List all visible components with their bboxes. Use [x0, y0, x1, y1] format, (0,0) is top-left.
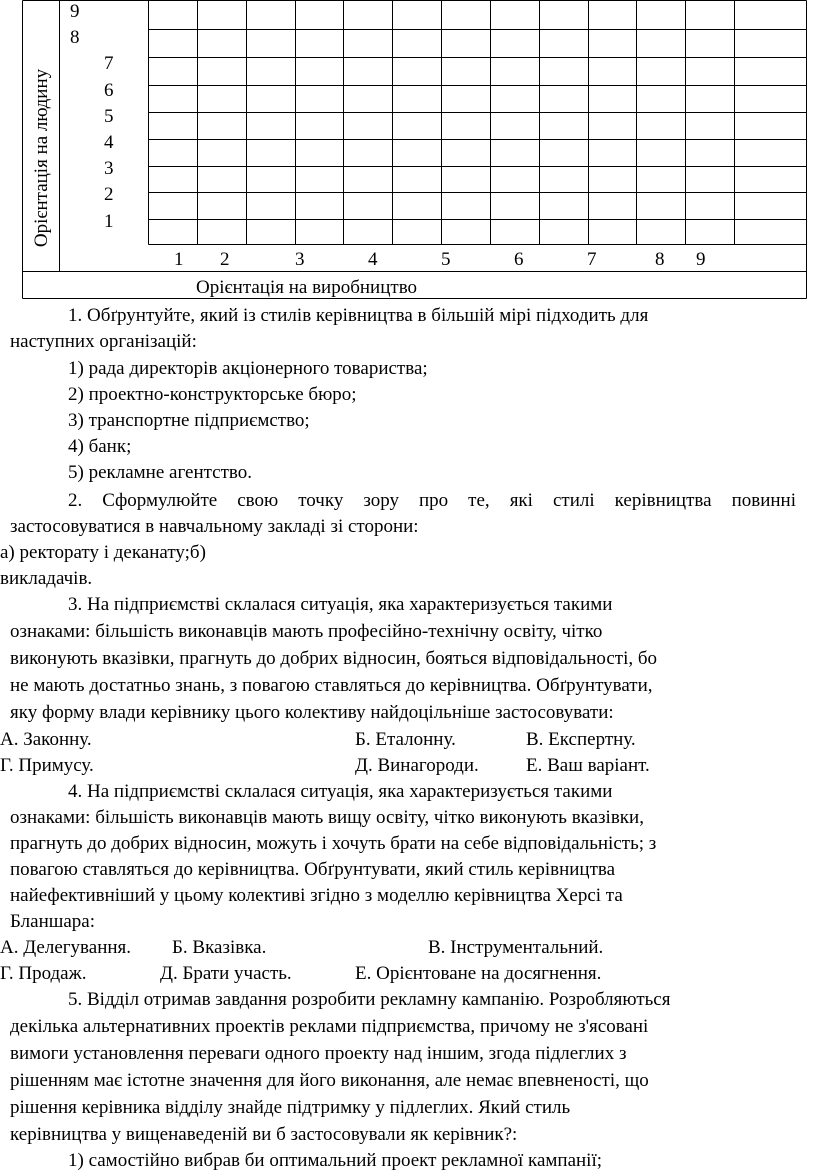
x-axis-label: 6	[514, 249, 524, 270]
q3-text-line: виконують вказівки, прагнуть до добрих відносин, бояться відповідальності, бо	[10, 648, 658, 669]
q5-text-line: декілька альтернативних проектів реклами підприємства, причому не з'ясовані	[10, 1016, 649, 1037]
x-axis-label: 4	[368, 249, 378, 270]
q4-text-line: Бланшара:	[10, 911, 96, 932]
x-axis-label: 2	[220, 249, 230, 270]
q4-option-d: Д. Брати участь.	[160, 963, 292, 984]
x-axis-label: 8	[655, 249, 665, 270]
q4-option-v: В. Інструментальний.	[428, 937, 604, 958]
vertical-axis-title: Орієнтація на людину	[31, 68, 52, 248]
q4-option-e: Е. Орієнтоване на досягнення.	[355, 963, 602, 984]
q3-option-a: А. Законну.	[0, 729, 92, 750]
y-axis-label: 2	[104, 184, 114, 205]
q2-text-cont: застосовуватися в навчальному закладі зі сторони:	[10, 516, 419, 537]
q1-option: 3) транспортне підприємство;	[68, 410, 310, 431]
q3-text-line: не мають достатньо знань, з повагою ставляться до керівництва. Обґрунтувати,	[10, 675, 653, 696]
q3-text-line: яку форму влади керівнику цього колективу найдоцільніше застосовувати:	[10, 702, 614, 723]
q1-option: 4) банк;	[68, 436, 132, 457]
q2-text: 2. Сформулюйте свою точку зору про те, які стилі керівництва повинні	[68, 490, 796, 511]
q1-text: 1. Обґрунтуйте, який із стилів керівництва в більшій мірі підходить для	[68, 305, 649, 326]
x-axis-label: 7	[587, 249, 597, 270]
y-axis-label: 9	[70, 1, 80, 22]
q1-option: 1) рада директорів акціонерного товариства;	[68, 358, 428, 379]
q5-text-line: керівництва у вищенаведеній ви б застосовували як керівник?:	[10, 1124, 518, 1145]
q4-text-line: 4. На підприємстві склалася ситуація, яка характеризується такими	[68, 781, 613, 802]
q3-option-g: Г. Примусу.	[0, 755, 94, 776]
y-axis-label: 7	[104, 53, 114, 74]
y-axis-label: 1	[104, 211, 114, 232]
q1-option: 2) проектно-конструкторське бюро;	[68, 384, 357, 405]
y-axis-label: 3	[104, 158, 114, 179]
q5-option-1: 1) самостійно вибрав би оптимальний проект рекламної кампанії;	[68, 1150, 603, 1171]
q3-text-line: 3. На підприємстві склалася ситуація, яка характеризується такими	[68, 594, 613, 615]
q1-text-cont: наступних організацій:	[10, 331, 197, 352]
q4-text-line: прагнуть до добрих відносин, можуть і хочуть брати на себе відповідальність; з	[10, 833, 657, 854]
q5-text-line: 5. Відділ отримав завдання розробити рекламну кампанію. Розробляються	[68, 989, 671, 1010]
y-axis-label: 8	[70, 27, 80, 48]
q4-text-line: ознаками: більшість виконавців мають вищу освіту, чітко виконують вказівки,	[10, 807, 644, 828]
y-axis-label: 6	[104, 80, 114, 101]
q4-text-line: найефективніший у цьому колективі згідно з моделлю керівництва Херсі та	[10, 885, 623, 906]
q3-option-b: Б. Еталонну.	[355, 729, 456, 750]
q5-text-line: рішення керівника відділу знайде підтримку у підлеглих. Який стиль	[10, 1097, 571, 1118]
q3-text-line: ознаками: більшість виконавців мають професійно-технічну освіту, чітко	[10, 621, 603, 642]
x-axis-label: 1	[174, 249, 184, 270]
q5-text-line: рішенням має істотне значення для його виконання, але немає впевненості, що	[10, 1070, 649, 1091]
q5-text-line: вимоги установлення переваги одного проекту над іншим, згода підлеглих з	[10, 1043, 627, 1064]
q2-option-b: викладачів.	[0, 568, 93, 589]
y-axis-label: 5	[104, 106, 114, 127]
horizontal-axis-title: Орієнтація на виробництво	[196, 277, 418, 298]
x-axis-label: 9	[696, 249, 706, 270]
q4-option-a: А. Делегування.	[0, 937, 132, 958]
x-axis-label: 5	[441, 249, 451, 270]
q3-option-v: В. Експертну.	[526, 729, 636, 750]
q3-option-d: Д. Винагороди.	[355, 755, 479, 776]
q1-option: 5) рекламне агентство.	[68, 462, 252, 483]
q2-option-a: а) ректорату і деканату;б)	[0, 542, 206, 563]
q4-text-line: повагою ставляться до керівництва. Обґрунтувати, який стиль керівництва	[10, 859, 616, 880]
q3-option-e: Е. Ваш варіант.	[526, 755, 650, 776]
managerial-grid-table	[0, 0, 816, 300]
x-axis-label: 3	[295, 249, 305, 270]
y-axis-label: 4	[104, 132, 114, 153]
q4-option-b: Б. Вказівка.	[172, 937, 267, 958]
q4-option-g: Г. Продаж.	[0, 963, 87, 984]
